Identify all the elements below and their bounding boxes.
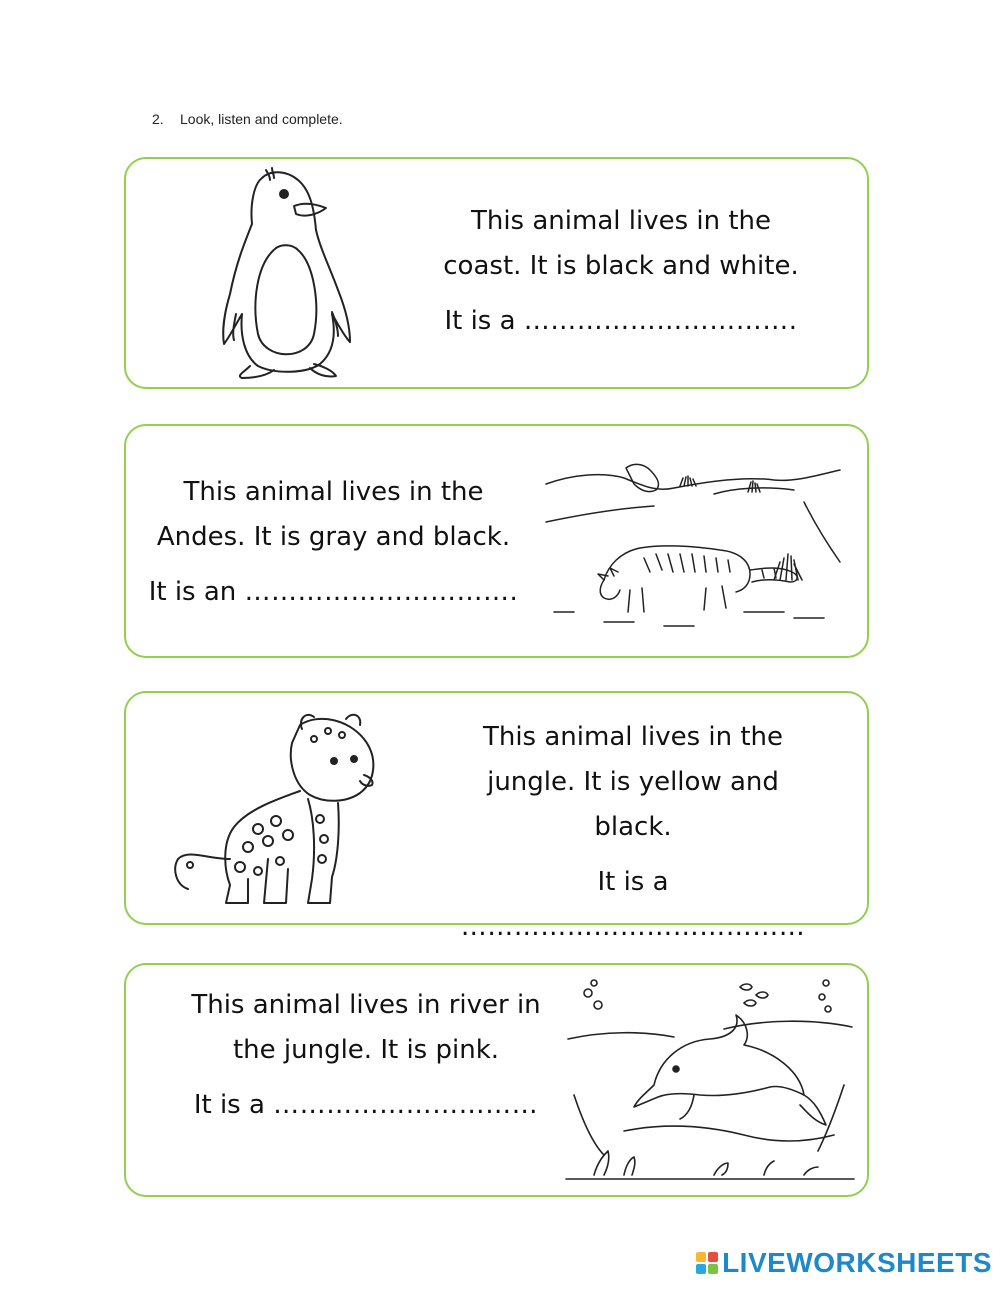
card-text	[166, 983, 566, 1128]
answer-blank[interactable]: …………………………………	[460, 912, 806, 942]
card-river-dolphin	[124, 963, 869, 1197]
answer-line	[136, 570, 531, 615]
instruction-number: 2.	[152, 111, 164, 127]
answer-blank[interactable]: ………………………….	[244, 577, 519, 607]
description-line-1: This animal lives in the	[183, 477, 484, 507]
card-jaguar	[124, 691, 869, 942]
answer-line	[166, 1083, 566, 1128]
card-text	[428, 715, 838, 950]
answer-blank[interactable]: ………………………….	[523, 306, 798, 336]
description-line-2: coast. It is black and white.	[443, 251, 799, 281]
brand-square	[696, 1252, 706, 1262]
brand-text: LIVEWORKSHEETS	[722, 1247, 992, 1278]
card-text	[136, 470, 531, 615]
brand-logo	[696, 1247, 992, 1279]
card-text	[416, 199, 826, 344]
jaguar-illustration	[168, 709, 388, 909]
card-penguin	[124, 157, 869, 389]
answer-prefix: It is an	[148, 577, 237, 607]
pink-river-dolphin-illustration	[564, 975, 856, 1185]
andean-cat-illustration	[544, 462, 846, 632]
description-line-1: This animal lives in the	[482, 722, 784, 752]
card-andean-cat	[124, 424, 869, 658]
brand-square	[696, 1264, 706, 1274]
brand-square	[708, 1252, 718, 1262]
instruction-text: Look, listen and complete.	[180, 111, 343, 127]
description-line-2: the jungle. It is pink.	[232, 1035, 500, 1065]
answer-prefix: It is a	[193, 1090, 265, 1120]
brand-square	[708, 1264, 718, 1274]
answer-prefix: It is a	[444, 306, 516, 336]
description-line-2: Andes. It is gray and black.	[156, 522, 511, 552]
description-line-1: This animal lives in river in	[191, 990, 541, 1020]
description-line-2: jungle. It is yellow and	[487, 767, 779, 797]
description-line-1: This animal lives in the	[470, 206, 772, 236]
answer-blank[interactable]: …………………………	[273, 1090, 539, 1120]
brand-icon	[696, 1252, 718, 1274]
instruction	[152, 111, 343, 127]
answer-prefix: It is a	[597, 867, 669, 897]
answer-line	[416, 299, 826, 344]
answer-line	[428, 860, 838, 950]
penguin-illustration	[214, 164, 354, 382]
description-line-3: black.	[594, 812, 672, 842]
